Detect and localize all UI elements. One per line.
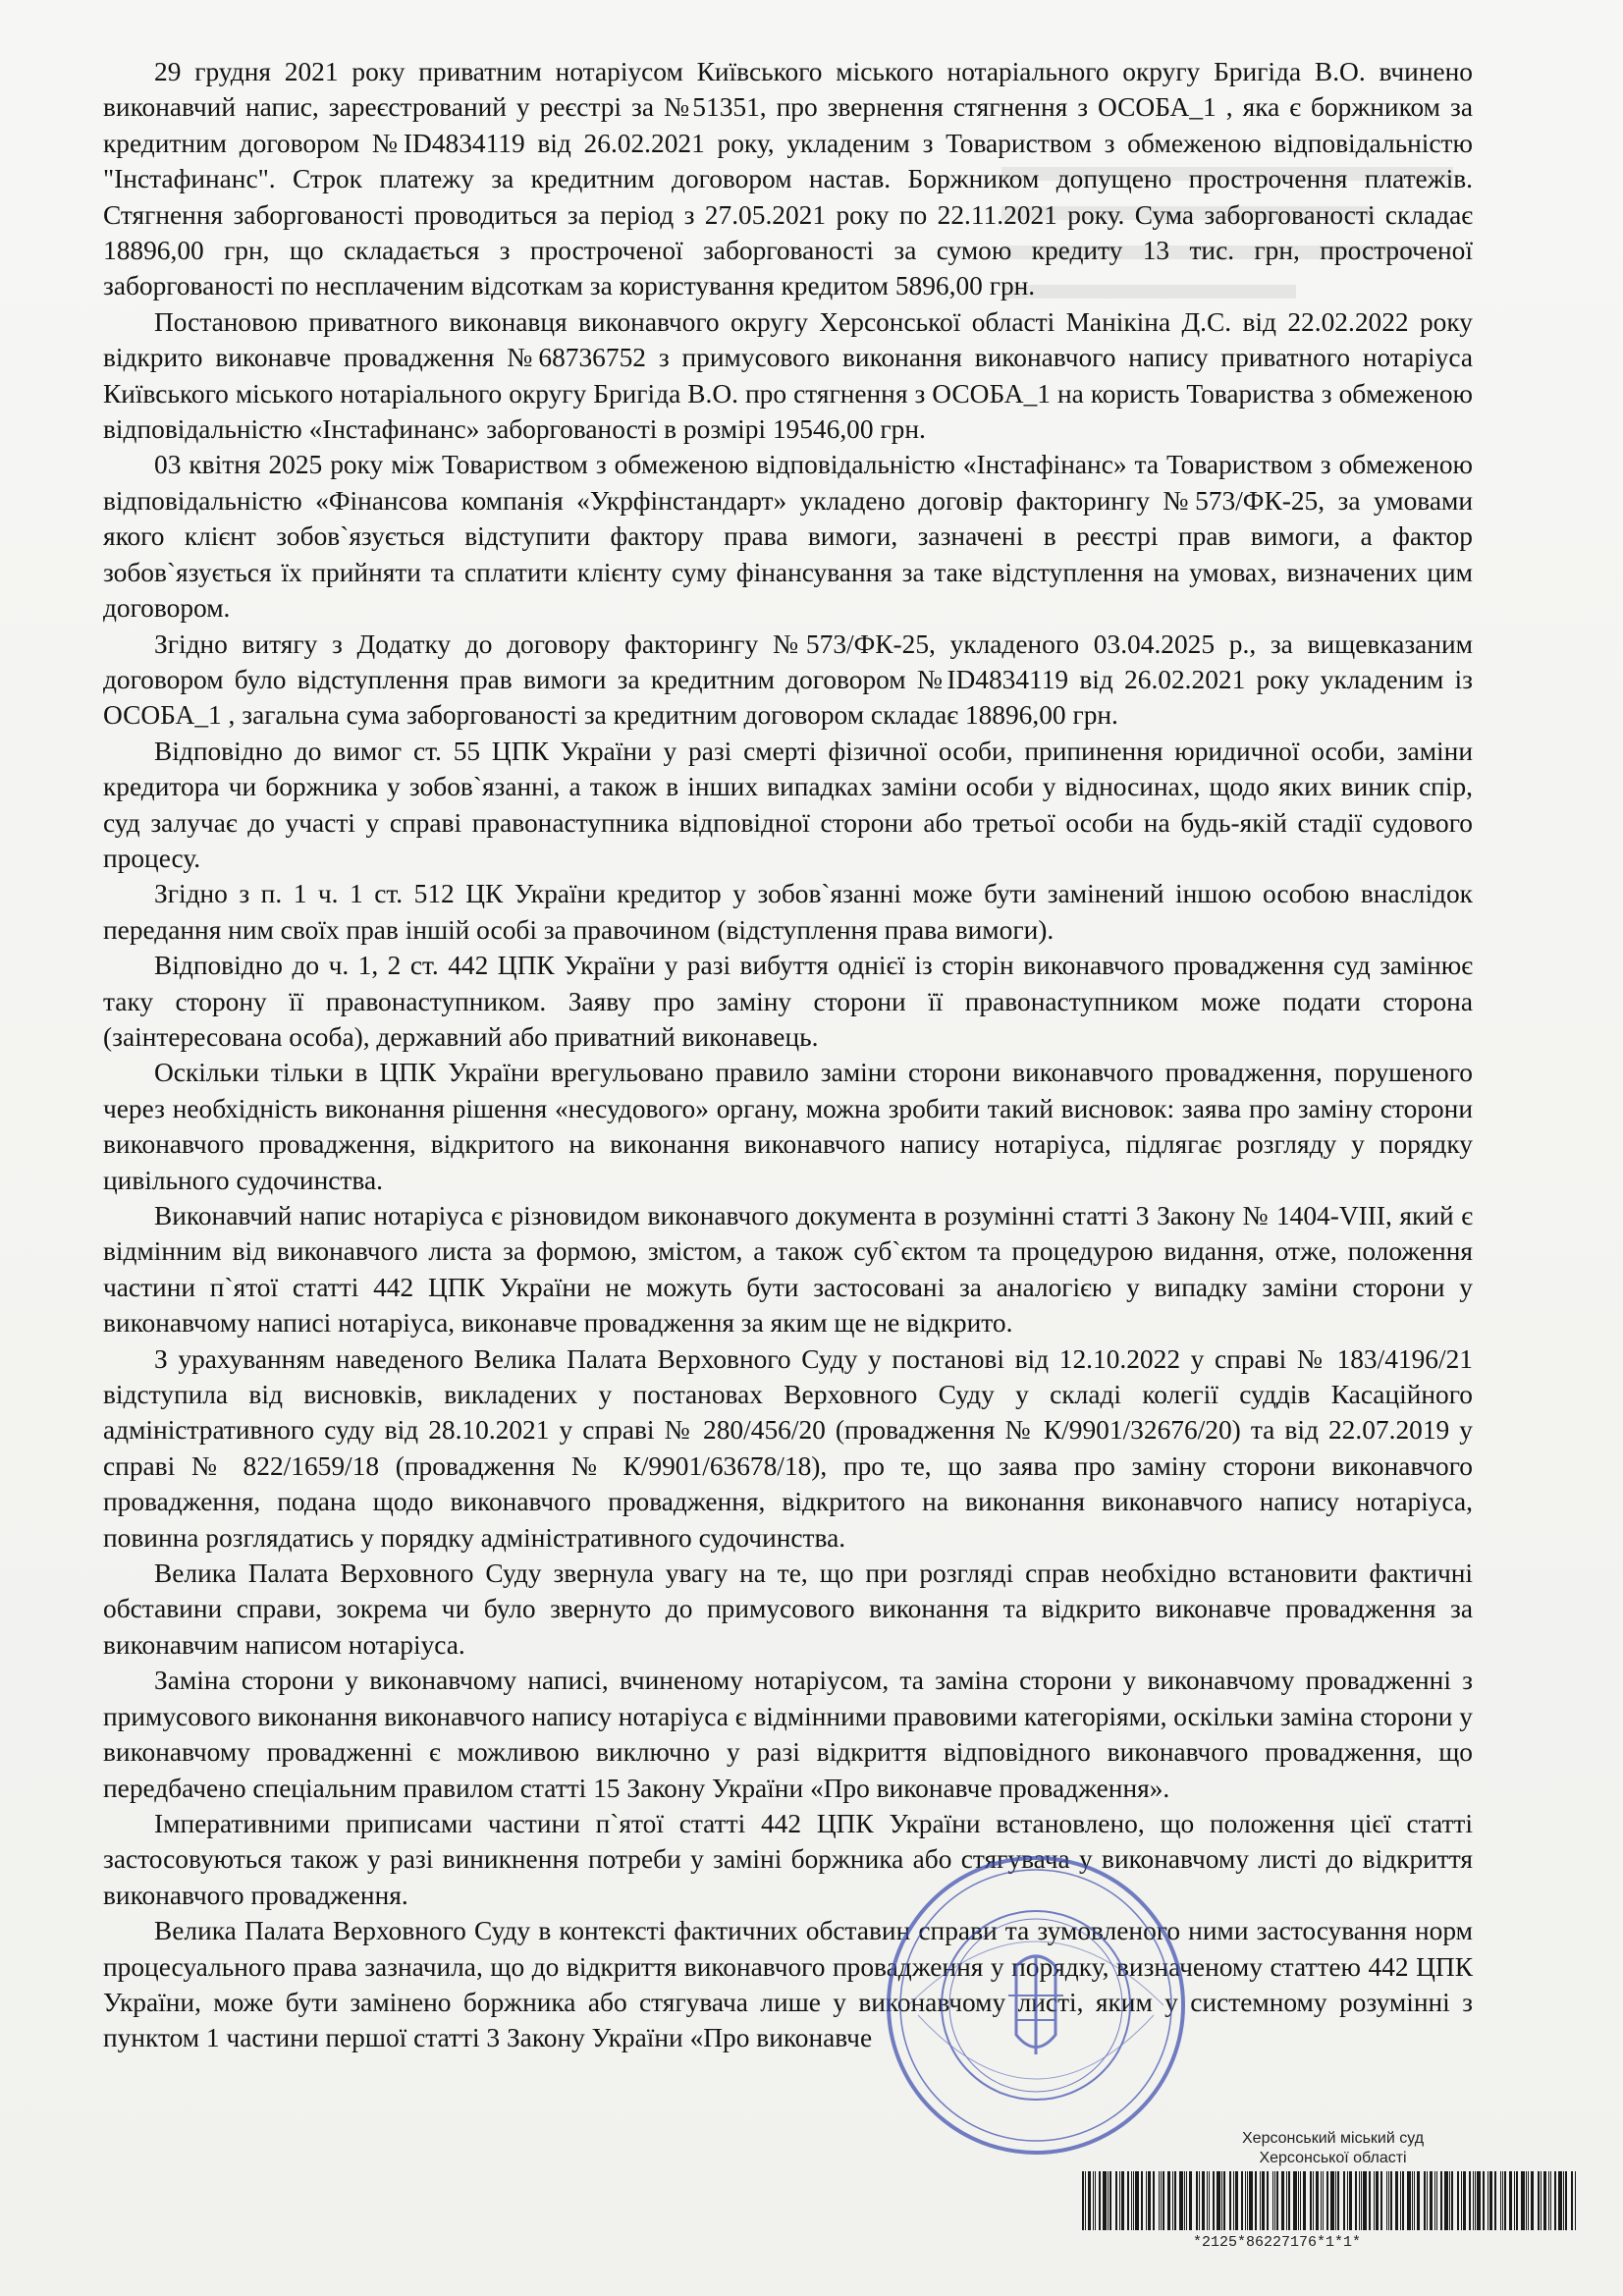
- barcode-bar: [1141, 2171, 1143, 2230]
- barcode-bar: [1509, 2171, 1512, 2230]
- barcode-bar: [1202, 2171, 1205, 2230]
- barcode-bar: [1548, 2171, 1549, 2230]
- barcode-bar: [1412, 2171, 1413, 2230]
- barcode-bar: [1376, 2171, 1379, 2230]
- paragraph-3: 03 квітня 2025 року між Товариством з обмеженою відповідальністю «Інстафінанс» та Товариством з обмеженою відповідальністю «Фінансова компанія «Укрфінстандарт» укладено договір факторингу №573/ФК-25, за умовами якого клієнт зобов`язується відступити фактору права вимоги, зазначені в реєстрі прав вимоги, а фактор зобов`язується їх прийняти та сплатити клієнту суму фінансування за таке відступлення на умовах, визначених цим договором.: [103, 450, 1473, 624]
- barcode-bar: [1361, 2171, 1362, 2230]
- barcode-bar: [1531, 2171, 1534, 2230]
- barcode-bar: [1221, 2171, 1222, 2230]
- barcode-bar: [1127, 2171, 1129, 2230]
- barcode-bar: [1103, 2171, 1107, 2230]
- barcode-bar: [1288, 2171, 1290, 2230]
- barcode-bar: [1528, 2171, 1529, 2230]
- barcode-bar: [1233, 2171, 1234, 2230]
- paragraph-9: Виконавчий напис нотаріуса є різновидом виконавчого документа в розумінні статті 3 Закону № 1404-VIII, який є відмінним від виконавчого листа за формою, змістом, а також суб`єктом та процедурою видання, отже, положення частини п`ятої статті 442 ЦПК України не можуть бути застосовані за аналогією у випадку заміни сторони у виконавчому написі нотаріуса, виконавче провадження за яким ще не відкрито.: [103, 1201, 1473, 1339]
- barcode-bar: [1494, 2171, 1496, 2230]
- seal-caption: [1242, 2129, 1424, 2168]
- barcode-bar: [1310, 2171, 1312, 2230]
- barcode-bar: [1119, 2171, 1120, 2230]
- barcode-bar: [1483, 2171, 1485, 2230]
- barcode-bar: [1300, 2171, 1301, 2230]
- barcode-bar: [1298, 2171, 1299, 2230]
- barcode-bar: [1571, 2171, 1573, 2230]
- barcode-bar: [1146, 2171, 1147, 2230]
- barcode-bar: [1082, 2171, 1084, 2230]
- paragraph-5: Відповідно до вимог ст. 55 ЦПК України у разі смерті фізичної особи, припинення юридичної особи, заміни кредитора чи боржника у зобов`язанні, а також в інших випадках заміни особи у відносинах, щодо яких виник спір, суд залучає до участі у справі правонаступника відповідної сторони або третьої особи на будь-якій стадії судового процесу.: [103, 736, 1473, 873]
- paragraph-2: Постановою приватного виконавця виконавчого округу Херсонської області Манікіна Д.С. від 22.02.2022 року відкрито виконавче провадження №68736752 з примусового виконання виконавчого напису приватного нотаріуса Київського міського нотаріального округу Бригіда В.О. про стягнення з ОСОБА_1 на користь Товариства з обмеженою відповідальністю «Інстафинанс» заборгованості в розмірі 19546,00 грн.: [103, 306, 1473, 445]
- barcode-bar: [1148, 2171, 1151, 2230]
- barcode-bar: [1477, 2171, 1481, 2230]
- barcode-bar: [1260, 2171, 1261, 2230]
- barcode-bar: [1316, 2171, 1319, 2230]
- document-body: [103, 54, 1473, 2056]
- barcode-bar: [1526, 2171, 1527, 2230]
- barcode-bar: [1473, 2171, 1474, 2230]
- paragraph-14: Велика Палата Верховного Суду в контексті фактичних обставин справи та зумовленого ними застосування норм процесуального права зазначила, що до відкриття виконавчого провадження у порядку, визначеному статтею 442 ЦПК України, може бути замінено боржника або стягувача лише у виконавчому листі, яким у системному розумінні з пунктом 1 частини першої статті 3 Закону України «Про виконавче: [103, 1916, 1473, 2053]
- barcode-bar: [1174, 2171, 1176, 2230]
- seal-caption-line-1: Херсонський міський суд: [1242, 2130, 1425, 2147]
- barcode-bar: [1424, 2171, 1426, 2230]
- barcode-bar: [1286, 2171, 1287, 2230]
- barcode-bar: [1380, 2171, 1382, 2230]
- barcode-bar: [1235, 2171, 1238, 2230]
- paragraph-10: З урахуванням наведеного Велика Палата Верховного Суду у постанові від 12.10.2022 у справі № 183/4196/21 відступила від висновків, викладених у постановах Верховного Суду у складі колегії суддів Касаційного адміністративного суду від 28.10.2021 у справі № 280/456/20 (провадження № К/9901/32676/20) та від 22.07.2019 у справі № 822/1659/18 (провадження № К/9901/63678/18), про те, що заява про заміну сторони виконавчого провадження, подана щодо виконавчого провадження, відкритого на виконання виконавчого напису нотаріуса, повинна розглядатись у порядку адміністративного судочинства.: [103, 1343, 1473, 1553]
- barcode-bar: [1313, 2171, 1314, 2230]
- barcode-bar: [1541, 2171, 1542, 2230]
- barcode-bar: [1229, 2171, 1231, 2230]
- barcode-bar: [1213, 2171, 1215, 2230]
- barcode-bar: [1133, 2171, 1134, 2230]
- barcode-bar: [1199, 2171, 1200, 2230]
- barcode-bar: [1407, 2171, 1411, 2230]
- barcode-bar: [1245, 2171, 1246, 2230]
- barcode-bar: [1326, 2171, 1328, 2230]
- barcode-bar: [1281, 2171, 1284, 2230]
- barcode-bar: [1359, 2171, 1360, 2230]
- barcode-bar: [1417, 2171, 1420, 2230]
- barcode-bar: [1349, 2171, 1352, 2230]
- barcode-bar: [1085, 2171, 1086, 2230]
- barcode-bar: [1554, 2171, 1556, 2230]
- barcode-bar: [1427, 2171, 1428, 2230]
- barcode-bar: [1196, 2171, 1198, 2230]
- paragraph-6: Згідно з п. 1 ч. 1 ст. 512 ЦК України кредитор у зобов`язанні може бути замінений іншою особою внаслідок передання ним своїх прав іншій особі за правочином (відступлення права вимоги).: [103, 879, 1473, 945]
- barcode-bar: [1444, 2171, 1448, 2230]
- seal-caption-line-2: Херсонської області: [1259, 2150, 1407, 2166]
- barcode-bar: [1402, 2171, 1404, 2230]
- barcode-bar: [1343, 2171, 1345, 2230]
- barcode: [1080, 2167, 1581, 2236]
- barcode-bar: [1550, 2171, 1551, 2230]
- barcode-bar: [1388, 2171, 1389, 2230]
- barcode-bar: [1255, 2171, 1257, 2230]
- paragraph-8: Оскільки тільки в ЦПК України врегульовано правило заміни сторони виконавчого провадження, порушеного через необхідність виконання рішення «несудового» органу, можна зробити такий висновок: заява про заміну сторони виконавчого провадження, відкритого на виконання виконавчого напису нотаріуса, підлягає розгляду у порядку цивільного судочинства.: [103, 1058, 1473, 1195]
- barcode-bar: [1179, 2171, 1183, 2230]
- paragraph-13: Імперативними приписами частини п`ятої статті 442 ЦПК України встановлено, що положення цієї статті застосовуються також у разі виникнення потреби у заміні боржника або стягувача у виконавчому листі до відкриття виконавчого провадження.: [103, 1808, 1473, 1910]
- barcode-bar: [1363, 2171, 1367, 2230]
- barcode-bar: [1436, 2171, 1437, 2230]
- barcode-bar: [1449, 2171, 1450, 2230]
- paragraph-7: Відповідно до ч. 1, 2 ст. 442 ЦПК України у разі вибуття однієї із сторін виконавчого провадження суд замінює таку сторону її правонаступником. Заяву про заміну сторони її правонаступником може подати сторона (заінтересована особа), державний або приватний виконавець.: [103, 951, 1473, 1052]
- barcode-bar: [1108, 2171, 1109, 2230]
- barcode-bar: [1186, 2171, 1187, 2230]
- barcode-bar: [1390, 2171, 1392, 2230]
- barcode-bar: [1099, 2171, 1101, 2230]
- barcode-bar: [1461, 2171, 1462, 2230]
- paragraph-4: Згідно витягу з Додатку до договору факторингу №573/ФК-25, укладеного 03.04.2025 р., за вищевказаним договором було відступлення прав вимоги за кредитним договором №ID4834119 від 26.02.2021 року укладеним із ОСОБА_1 , загальна сума заборгованості за кредитним договором складає 18896,00 грн.: [103, 629, 1473, 731]
- barcode-bar: [1131, 2171, 1132, 2230]
- barcode-bar: [1262, 2171, 1265, 2230]
- barcode-bar: [1335, 2171, 1336, 2230]
- barcode-bar: [1504, 2171, 1506, 2230]
- barcode-bar: [1172, 2171, 1173, 2230]
- barcode-bar: [1321, 2171, 1322, 2230]
- barcode-bar: [1434, 2171, 1435, 2230]
- barcode-bar: [1274, 2171, 1275, 2230]
- paragraph-11: Велика Палата Верховного Суду звернула увагу на те, що при розгляді справ необхідно встановити фактичні обставини справи, зокрема чи було звернуто до примусового виконання та відкрито виконавче провадження за виконавчим написом нотаріуса.: [103, 1558, 1473, 1660]
- barcode-bar: [1189, 2171, 1192, 2230]
- barcode-bar: [1457, 2171, 1459, 2230]
- barcode-bar: [1500, 2171, 1501, 2230]
- barcode-bar: [1209, 2171, 1210, 2230]
- barcode-bar: [1163, 2171, 1164, 2230]
- paragraph-12: Заміна сторони у виконавчому написі, вчиненому нотаріусом, та заміна сторони у виконавчому провадженні з примусового виконання виконавчого напису нотаріуса є відмінними правовими категоріями, оскільки заміна сторони у виконавчому провадженні є можливою виключно у разі відкриття відповідного виконавчого провадження, що передбачено спеціальним правилом статті 15 Закону України «Про виконавче провадження».: [103, 1666, 1473, 1803]
- barcode-bar: [1369, 2171, 1371, 2230]
- barcode-bar: [1161, 2171, 1162, 2230]
- barcode-bar: [1241, 2171, 1243, 2230]
- barcode-bar: [1469, 2171, 1471, 2230]
- barcode-bar: [1093, 2171, 1094, 2230]
- barcode-bar: [1521, 2171, 1525, 2230]
- barcode-bar: [1430, 2171, 1433, 2230]
- barcode-bar: [1109, 2171, 1111, 2230]
- barcode-bar: [1323, 2171, 1324, 2230]
- paragraph-1: 29 грудня 2021 року приватним нотаріусом Київського міського нотаріального округу Бригіда В.О. вчинено виконавчий напис, зареєстрований у реєстрі за №51351, про звернення стягнення з ОСОБА_1 , яка є боржником за кредитним договором №ID4834119 від 26.02.2021 року, укладеним з Товариством з обмеженою відповідальністю "Інстафинанс". Строк платежу за кредитним договором настав. Боржником допущено прострочення платежів. Стягнення заборгованості проводиться за період з 27.05.2021 року по 22.11.2021 року. Сума заборгованості складає 18896,00 грн, що складається з простроченої заборгованості за сумою кредиту 13 тис. грн, простроченої заборгованості по несплаченим відсоткам за користування кредитом 5896,00 грн.: [103, 57, 1473, 301]
- barcode-bar: [1565, 2171, 1567, 2230]
- barcode-text: *2125*86227176*1*1*: [1193, 2234, 1362, 2251]
- barcode-bar: [1184, 2171, 1185, 2230]
- barcode-bar: [1207, 2171, 1208, 2230]
- barcode-bar: [1247, 2171, 1248, 2230]
- barcode-bar: [1489, 2171, 1492, 2230]
- barcode-bar: [1115, 2171, 1117, 2230]
- barcode-bar: [1386, 2171, 1387, 2230]
- barcode-bar: [1330, 2171, 1334, 2230]
- barcode-bar: [1543, 2171, 1546, 2230]
- barcode-bar: [1395, 2171, 1398, 2230]
- barcode-bar: [1502, 2171, 1503, 2230]
- barcode-bar: [1121, 2171, 1124, 2230]
- barcode-bar: [1400, 2171, 1401, 2230]
- barcode-bar: [1347, 2171, 1348, 2230]
- barcode-bar: [1538, 2171, 1540, 2230]
- court-seal-stamp: [879, 1848, 1193, 2162]
- barcode-bar: [1276, 2171, 1278, 2230]
- barcode-bar: [1575, 2171, 1576, 2230]
- barcode-bar: [1516, 2171, 1518, 2230]
- barcode-bar: [1088, 2171, 1091, 2230]
- barcode-bar: [1355, 2171, 1357, 2230]
- barcode-bar: [1135, 2171, 1139, 2230]
- barcode-bar: [1374, 2171, 1375, 2230]
- barcode-bar: [1267, 2171, 1269, 2230]
- barcode-bar: [1440, 2171, 1442, 2230]
- barcode-bar: [1293, 2171, 1297, 2230]
- barcode-bar: [1463, 2171, 1466, 2230]
- barcode-bar: [1303, 2171, 1306, 2230]
- barcode-bar: [1249, 2171, 1253, 2230]
- barcode-bar: [1217, 2171, 1220, 2230]
- barcode-bar: [1475, 2171, 1476, 2230]
- barcode-bar: [1563, 2171, 1564, 2230]
- barcode-bar: [1558, 2171, 1562, 2230]
- barcode-bar: [1095, 2171, 1096, 2230]
- barcode-bar: [1159, 2171, 1160, 2230]
- barcode-bar: [1223, 2171, 1225, 2230]
- barcode-bar: [1272, 2171, 1273, 2230]
- barcode-bar: [1414, 2171, 1415, 2230]
- barcode-bar: [1451, 2171, 1453, 2230]
- barcode-bar: [1167, 2171, 1170, 2230]
- barcode-bar: [1337, 2171, 1339, 2230]
- barcode-bar: [1514, 2171, 1515, 2230]
- barcode-bar: [1153, 2171, 1155, 2230]
